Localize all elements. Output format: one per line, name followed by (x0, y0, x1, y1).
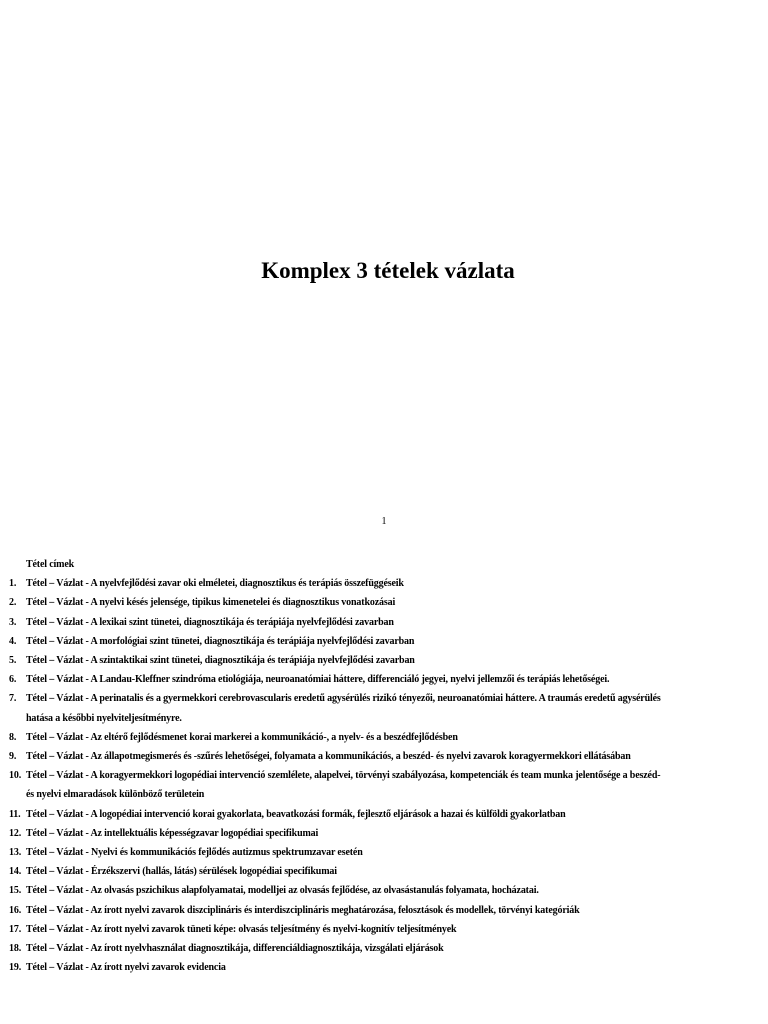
toc-item-text: Tétel – Vázlat - A lexikai szint tünetei, diagnosztikája és terápiája nyelvfejlődési zavarban (26, 616, 394, 628)
toc-item-number: 9. (9, 751, 17, 763)
toc-item (0, 843, 768, 862)
toc-item-text (26, 689, 764, 727)
toc-item (0, 939, 768, 958)
page-number: 1 (381, 516, 387, 527)
toc-item-number: 15. (9, 885, 22, 897)
toc-item-text-line2: és nyelvi elmaradások különböző területein (26, 789, 205, 801)
toc-item-text: Tétel – Vázlat - A logopédiai intervenció korai gyakorlata, beavatkozási formák, fejlesztő eljárások a hazai és külföldi gyakorlatban (26, 808, 566, 820)
toc-item-number: 13. (9, 847, 22, 859)
toc-item (0, 574, 768, 593)
toc-item-text: Tétel – Vázlat - A nyelvfejlődési zavar oki elméletei, diagnosztikus és terápiás összefüggéseik (26, 578, 404, 590)
toc-item-text-line1: Tétel – Vázlat - A koragyermekkori logopédiai intervenció szemlélete, alapelvei, törvényi szabályozása, kompetenciák és team munka jelentősége a beszéd- (26, 770, 661, 782)
toc-item-number: 1. (9, 578, 17, 590)
toc-item-text: Tétel – Vázlat - A morfológiai szint tünetei, diagnosztikája és terápiája nyelvfejlődési zavarban (26, 635, 415, 647)
toc-item-text: Tétel – Vázlat - A Landau-Kleffner szindróma etiológiája, neuroanatómiai háttere, differenciáló jegyei, nyelvi jellemzői és terápiás lehetőségei. (26, 674, 610, 686)
toc-item (0, 670, 768, 689)
toc-item (0, 920, 768, 939)
toc-item-text: Tétel – Vázlat - Érzékszervi (hallás, látás) sérülések logopédiai specifikumai (26, 866, 337, 878)
toc-item (0, 766, 768, 804)
toc-item-number: 16. (9, 904, 22, 916)
toc-item (0, 747, 768, 766)
toc-item (0, 958, 768, 977)
toc-item-number: 3. (9, 616, 17, 628)
toc-item-text: Tétel – Vázlat - Az eltérő fejlődésmenet korai markerei a kommunikáció-, a nyelv- és a beszédfejlődésben (26, 731, 458, 743)
toc-item-text: Tétel – Vázlat - Nyelvi és kommunikációs fejlődés autizmus spektrumzavar esetén (26, 847, 363, 859)
toc-item-number: 6. (9, 674, 17, 686)
toc-item-text: Tétel – Vázlat - Az írott nyelvhasználat diagnosztikája, differenciáldiagnosztikája, vizsgálati eljárások (26, 943, 444, 955)
toc-item (0, 632, 768, 651)
toc-item-text-line2: hatása a későbbi nyelviteljesítményre. (26, 712, 182, 724)
toc-item-number: 4. (9, 635, 17, 647)
toc-item-number: 7. (9, 693, 17, 705)
toc-item-number: 18. (9, 943, 22, 955)
toc-heading: Tétel címek (26, 559, 75, 570)
toc-item-number: 12. (9, 827, 22, 839)
toc-item-number: 10. (9, 770, 22, 782)
toc-item (0, 728, 768, 747)
toc-item (0, 862, 768, 881)
toc-item-number: 8. (9, 731, 17, 743)
table-of-contents (0, 555, 768, 977)
toc-item-number: 14. (9, 866, 22, 878)
toc-item-number: 19. (9, 962, 22, 974)
toc-item (0, 901, 768, 920)
toc-item-text: Tétel – Vázlat - Az írott nyelvi zavarok evidencia (26, 962, 226, 974)
toc-item-text: Tétel – Vázlat - Az írott nyelvi zavarok tüneti képe: olvasás teljesítmény és nyelvi-kognitív teljesítmények (26, 923, 457, 935)
toc-item-text: Tétel – Vázlat - Az olvasás pszichikus alapfolyamatai, modelljei az olvasás fejlődése, az olvasástanulás folyamata, hocházatai. (26, 885, 539, 897)
toc-item-text: Tétel – Vázlat - Az írott nyelvi zavarok diszciplináris és interdiszciplináris meghatározása, felosztások és modellek, törvényi kategóriák (26, 904, 580, 916)
toc-item (0, 689, 768, 727)
toc-item (0, 805, 768, 824)
toc-list (0, 574, 768, 977)
document-title: Komplex 3 tételek vázlata (261, 258, 515, 283)
toc-item-text: Tétel – Vázlat - Az intellektuális képességzavar logopédiai specifikumai (26, 827, 319, 839)
toc-item-number: 11. (9, 808, 21, 820)
toc-item (0, 881, 768, 900)
toc-item-number: 2. (9, 597, 17, 609)
toc-item (0, 613, 768, 632)
toc-item-number: 17. (9, 923, 22, 935)
toc-item (0, 824, 768, 843)
toc-item (0, 651, 768, 670)
toc-item-number: 5. (9, 655, 17, 667)
toc-item-text (26, 766, 764, 804)
toc-item-text: Tétel – Vázlat - A szintaktikai szint tünetei, diagnosztikája és terápiája nyelvfejlődési zavarban (26, 655, 415, 667)
toc-item-text: Tétel – Vázlat - A nyelvi késés jelensége, tipikus kimenetelei és diagnosztikus vonatkozásai (26, 597, 396, 609)
toc-item-text: Tétel – Vázlat - Az állapotmegismerés és -szűrés lehetőségei, folyamata a kommunikációs, a beszéd- és nyelvi zavarok koragyermekkori ellátásában (26, 751, 631, 763)
toc-item (0, 593, 768, 612)
toc-item-text-line1: Tétel – Vázlat - A perinatalis és a gyermekkori cerebrovascularis eredetű agysérülés rizikó tényezői, neuroanatómiai háttere. A traumás eredetű agysérülés (26, 693, 661, 705)
